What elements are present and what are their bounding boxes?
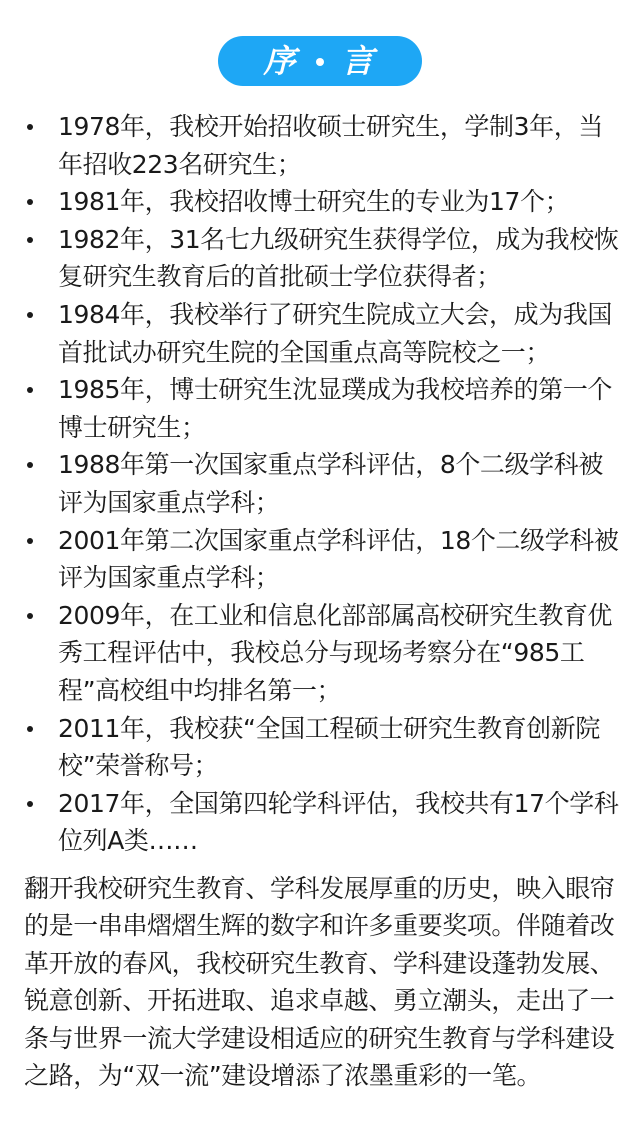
bullet-dot-icon bbox=[27, 387, 33, 393]
milestone-item-2011 bbox=[0, 710, 639, 785]
milestone-item-2009 bbox=[0, 597, 639, 710]
milestone-item-1982 bbox=[0, 221, 639, 296]
milestone-item-2001 bbox=[0, 522, 639, 597]
milestone-text: 2009年，在工业和信息化部部属高校研究生教育优秀工程评估中，我校总分与现场考察分在“985工程”高校组中均排名第一； bbox=[58, 600, 613, 705]
milestone-item-1981 bbox=[0, 183, 639, 221]
milestone-item-2017 bbox=[0, 785, 639, 860]
milestone-text: 2011年，我校获“全国工程硕士研究生教育创新院校”荣誉称号； bbox=[58, 713, 600, 781]
conclusion-paragraph: 翻开我校研究生教育、学科发展厚重的历史，映入眼帘的是一串串熠熠生辉的数字和许多重要奖项。伴随着改革开放的春风，我校研究生教育、学科建设蓬勃发展、锐意创新、开拓进取、追求卓越、勇立潮头，走出了一条与世界一流大学建设相适应的研究生教育与学科建设之路，为“双一流”建设增添了浓墨重彩的一笔。 bbox=[24, 874, 615, 1091]
milestone-item-1978 bbox=[0, 108, 639, 183]
title-char-right: 言 bbox=[341, 42, 376, 80]
milestone-text: 1984年，我校举行了研究生院成立大会，成为我国首批试办研究生院的全国重点高等院校之一； bbox=[58, 299, 613, 367]
title-dot-separator bbox=[316, 58, 324, 66]
milestone-text: 1982年，31名七九级研究生获得学位，成为我校恢复研究生教育后的首批硕士学位获得者； bbox=[58, 224, 619, 292]
milestone-item-1988 bbox=[0, 446, 639, 521]
bullet-dot-icon bbox=[27, 801, 33, 807]
milestone-list bbox=[0, 108, 639, 860]
bullet-dot-icon bbox=[27, 199, 33, 205]
bullet-dot-icon bbox=[27, 462, 33, 468]
bullet-dot-icon bbox=[27, 124, 33, 130]
milestone-item-1984 bbox=[0, 296, 639, 371]
milestone-text: 2017年，全国第四轮学科评估，我校共有17个学科位列A类…… bbox=[58, 788, 619, 856]
title-char-left: 序 bbox=[263, 42, 298, 80]
bullet-dot-icon bbox=[27, 538, 33, 544]
title-banner-wrapper bbox=[0, 36, 639, 86]
milestone-item-1985 bbox=[0, 371, 639, 446]
bullet-dot-icon bbox=[27, 726, 33, 732]
title-banner bbox=[218, 36, 422, 86]
bullet-dot-icon bbox=[27, 312, 33, 318]
milestone-text: 1988年第一次国家重点学科评估，8个二级学科被评为国家重点学科； bbox=[58, 450, 603, 517]
milestone-text: 1985年，博士研究生沈显璞成为我校培养的第一个博士研究生； bbox=[58, 375, 613, 442]
bullet-dot-icon bbox=[27, 613, 33, 619]
milestone-text: 1978年，我校开始招收硕士研究生，学制3年，当年招收223名研究生； bbox=[58, 112, 603, 179]
milestone-text: 1981年，我校招收博士研究生的专业为17个； bbox=[58, 187, 570, 217]
milestone-text: 2001年第二次国家重点学科评估，18个二级学科被评为国家重点学科； bbox=[58, 525, 619, 593]
bullet-dot-icon bbox=[27, 237, 33, 243]
